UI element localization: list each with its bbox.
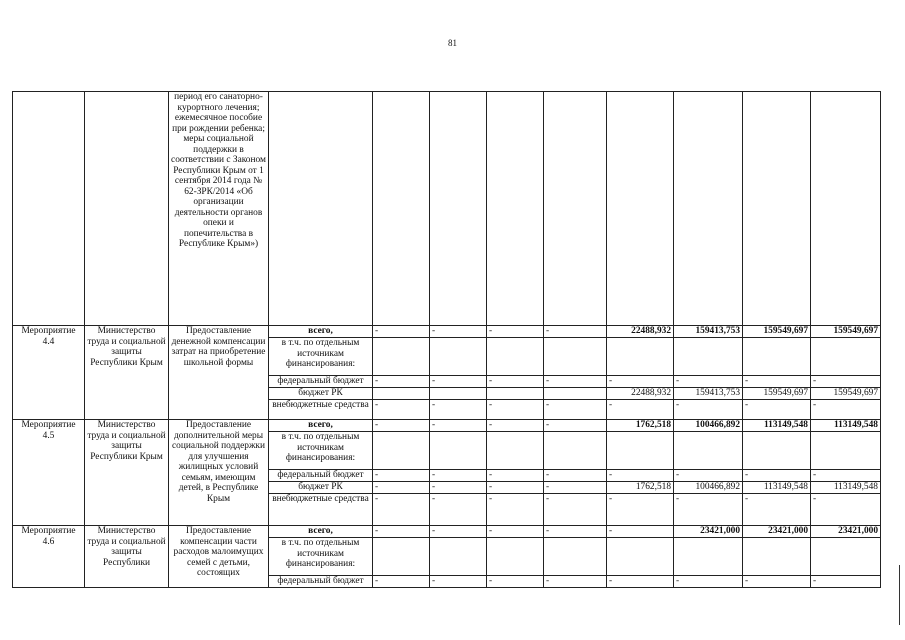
- page-number: 81: [448, 38, 457, 48]
- empty-cell: [811, 538, 881, 576]
- value-cell: -: [607, 526, 674, 538]
- value-cell: -: [373, 470, 430, 482]
- value-cell: -: [607, 400, 674, 420]
- value-cell: 23421,000: [674, 526, 743, 538]
- funding-source: в т.ч. по отдельным источникам финансирования:: [269, 432, 373, 470]
- value-cell: -: [430, 470, 487, 482]
- value-cell: -: [487, 376, 544, 388]
- value-cell: -: [743, 376, 811, 388]
- value-cell: -: [674, 494, 743, 526]
- empty-cell: [674, 432, 743, 470]
- value-cell: [487, 388, 544, 400]
- value-cell: -: [430, 376, 487, 388]
- value-cell: -: [430, 482, 487, 494]
- value-cell: -: [743, 494, 811, 526]
- funding-source: внебюджетные средства: [269, 494, 373, 526]
- empty-cell: [811, 432, 881, 470]
- value-cell: -: [607, 494, 674, 526]
- funding-source: бюджет РК: [269, 388, 373, 400]
- funding-source: внебюджетные средства: [269, 400, 373, 420]
- value-cell: 100466,892: [674, 482, 743, 494]
- empty-cell: [544, 338, 607, 376]
- empty-cell: [607, 92, 674, 326]
- value-cell: 159549,697: [811, 326, 881, 338]
- empty-cell: [430, 432, 487, 470]
- value-cell: 23421,000: [811, 526, 881, 538]
- empty-cell: [743, 92, 811, 326]
- empty-cell: [430, 338, 487, 376]
- value-cell: -: [487, 470, 544, 482]
- value-cell: -: [430, 420, 487, 432]
- empty-cell: [607, 338, 674, 376]
- value-cell: -: [607, 576, 674, 588]
- funding-source: федеральный бюджет: [269, 576, 373, 588]
- value-cell: -: [373, 494, 430, 526]
- value-cell: -: [811, 470, 881, 482]
- empty-cell: [430, 538, 487, 576]
- empty-cell: [487, 538, 544, 576]
- empty-cell: [674, 538, 743, 576]
- funding-source: федеральный бюджет: [269, 376, 373, 388]
- table-row: [13, 326, 881, 338]
- value-cell: -: [487, 326, 544, 338]
- scan-edge-mark: [899, 565, 900, 625]
- value-cell: -: [607, 376, 674, 388]
- empty-cell: [430, 92, 487, 326]
- funding-source: федеральный бюджет: [269, 470, 373, 482]
- value-cell: -: [430, 326, 487, 338]
- value-cell: -: [373, 526, 430, 538]
- empty-cell: [487, 92, 544, 326]
- empty-cell: [674, 338, 743, 376]
- measure-description: Предоставление компенсации части расходов малоимущих семей с детьми, состоящих: [169, 526, 269, 588]
- value-cell: -: [674, 400, 743, 420]
- value-cell: 23421,000: [743, 526, 811, 538]
- empty-cell: [674, 92, 743, 326]
- value-cell: -: [811, 376, 881, 388]
- value-cell: -: [487, 420, 544, 432]
- value-cell: -: [373, 326, 430, 338]
- value-cell: -: [373, 376, 430, 388]
- funding-source: всего,: [269, 526, 373, 538]
- value-cell: -: [544, 326, 607, 338]
- empty-cell: [743, 538, 811, 576]
- funding-source: в т.ч. по отдельным источникам финансирования:: [269, 338, 373, 376]
- empty-cell: [487, 432, 544, 470]
- value-cell: -: [487, 526, 544, 538]
- value-cell: 113149,548: [811, 482, 881, 494]
- empty-cell: [85, 92, 169, 326]
- empty-cell: [373, 432, 430, 470]
- empty-cell: [487, 338, 544, 376]
- value-cell: [430, 388, 487, 400]
- measure-executor: Министерство труда и социальной защиты Республики Крым: [85, 326, 169, 420]
- value-cell: -: [674, 376, 743, 388]
- empty-cell: [607, 538, 674, 576]
- value-cell: -: [430, 400, 487, 420]
- value-cell: 100466,892: [674, 420, 743, 432]
- value-cell: -: [487, 400, 544, 420]
- funding-source: всего,: [269, 326, 373, 338]
- measure-name: Мероприятие 4.4: [13, 326, 85, 420]
- value-cell: 159413,753: [674, 326, 743, 338]
- value-cell: 159549,697: [743, 326, 811, 338]
- empty-cell: [544, 432, 607, 470]
- value-cell: -: [544, 470, 607, 482]
- empty-cell: [607, 432, 674, 470]
- measure-executor: Министерство труда и социальной защиты Республики: [85, 526, 169, 588]
- value-cell: [544, 388, 607, 400]
- table-row: [13, 92, 881, 326]
- value-cell: -: [430, 526, 487, 538]
- empty-cell: [544, 538, 607, 576]
- value-cell: -: [743, 400, 811, 420]
- funding-source: в т.ч. по отдельным источникам финансирования:: [269, 538, 373, 576]
- empty-cell: [811, 92, 881, 326]
- value-cell: -: [674, 576, 743, 588]
- value-cell: -: [373, 400, 430, 420]
- measure-description: период его санаторно-курортного лечения; ежемесячное пособие при рождении ребенка; меры социальной поддержки в соответствии с Законом Республики Крым от 1 сентября 2014 года № 62-ЗРК/2014 «Об организации деятельности органов опеки и попечительства в Республике Крым»): [169, 92, 269, 326]
- budget-table: [12, 91, 881, 588]
- measure-name: Мероприятие 4.6: [13, 526, 85, 588]
- value-cell: -: [743, 470, 811, 482]
- value-cell: -: [373, 576, 430, 588]
- value-cell: 113149,548: [743, 482, 811, 494]
- value-cell: -: [430, 494, 487, 526]
- value-cell: -: [607, 470, 674, 482]
- measure-description: Предоставление дополнительной меры социальной поддержки для улучшения жилищных условий семьям, имеющим детей, в Республике Крым: [169, 420, 269, 526]
- value-cell: -: [811, 494, 881, 526]
- empty-cell: [811, 338, 881, 376]
- value-cell: -: [544, 576, 607, 588]
- empty-cell: [544, 92, 607, 326]
- value-cell: 159413,753: [674, 388, 743, 400]
- value-cell: 113149,548: [743, 420, 811, 432]
- empty-cell: [269, 92, 373, 326]
- value-cell: -: [544, 482, 607, 494]
- value-cell: 159549,697: [743, 388, 811, 400]
- empty-cell: [373, 338, 430, 376]
- value-cell: -: [487, 494, 544, 526]
- empty-cell: [743, 432, 811, 470]
- value-cell: 113149,548: [811, 420, 881, 432]
- empty-cell: [373, 92, 430, 326]
- table-row: [13, 526, 881, 538]
- value-cell: 22488,932: [607, 326, 674, 338]
- value-cell: -: [487, 482, 544, 494]
- value-cell: -: [811, 400, 881, 420]
- value-cell: 1762,518: [607, 482, 674, 494]
- value-cell: -: [373, 420, 430, 432]
- value-cell: -: [487, 576, 544, 588]
- table-row: [13, 420, 881, 432]
- value-cell: 159549,697: [811, 388, 881, 400]
- value-cell: -: [430, 576, 487, 588]
- value-cell: 22488,932: [607, 388, 674, 400]
- measure-description: Предоставление денежной компенсации затрат на приобретение школьной формы: [169, 326, 269, 420]
- value-cell: [373, 388, 430, 400]
- value-cell: -: [743, 576, 811, 588]
- funding-source: бюджет РК: [269, 482, 373, 494]
- value-cell: -: [544, 376, 607, 388]
- value-cell: -: [811, 576, 881, 588]
- funding-source: всего,: [269, 420, 373, 432]
- value-cell: -: [544, 494, 607, 526]
- empty-cell: [743, 338, 811, 376]
- measure-name: Мероприятие 4.5: [13, 420, 85, 526]
- value-cell: -: [544, 526, 607, 538]
- value-cell: 1762,518: [607, 420, 674, 432]
- value-cell: -: [674, 470, 743, 482]
- empty-cell: [373, 538, 430, 576]
- value-cell: -: [544, 400, 607, 420]
- measure-executor: Министерство труда и социальной защиты Республики Крым: [85, 420, 169, 526]
- value-cell: -: [544, 420, 607, 432]
- empty-cell: [13, 92, 85, 326]
- value-cell: -: [373, 482, 430, 494]
